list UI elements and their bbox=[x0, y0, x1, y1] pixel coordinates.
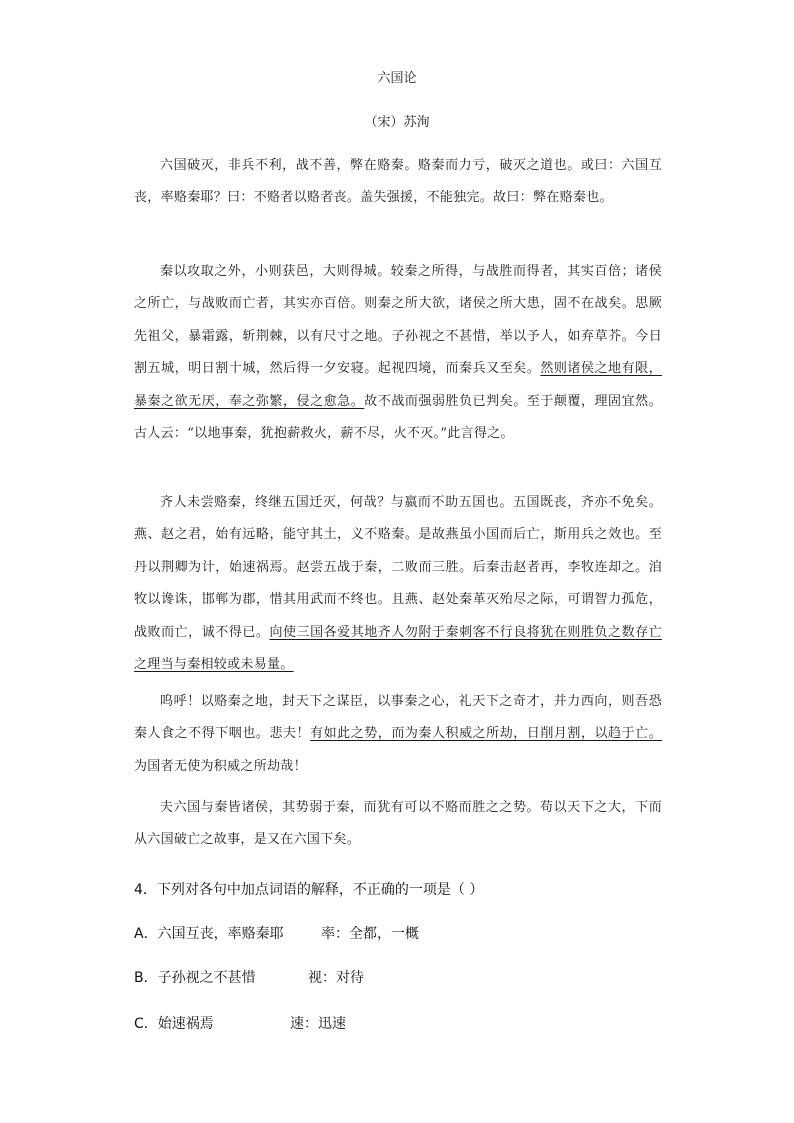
paragraph-segment: 夫六国与秦皆诸侯，其势弱于秦，而犹有可以不赂而胜之之势。苟以天下之大，下而从六国破亡之故事，是又在六国下矣。 bbox=[134, 800, 662, 848]
option-b bbox=[134, 967, 364, 987]
underlined-segment: 向使三国各爱其地齐人勿附于秦刺客不行良将犹在则胜负之数存亡之理当与秦相较或未易量。 bbox=[134, 624, 662, 673]
option-b-label: B．子孙视之不甚惜 bbox=[134, 970, 256, 986]
option-c bbox=[134, 1013, 346, 1033]
option-c-label: C．始速祸焉 bbox=[134, 1016, 214, 1032]
essay-author: （宋）苏洵 bbox=[364, 115, 430, 130]
underlined-segment: 然则诸侯之地有限，暴秦之欲无厌，奉之弥繁，侵之愈急。 bbox=[134, 361, 662, 409]
option-a-label: A．六国互丧，率赂秦耶 bbox=[134, 926, 284, 942]
paragraph-1 bbox=[134, 150, 662, 215]
paragraph-2 bbox=[134, 256, 662, 450]
underlined-segment: 有如此之势，而为秦人积威之所劫，日削月割，以趋于亡。 bbox=[310, 726, 662, 742]
paragraph-3 bbox=[134, 487, 662, 681]
paragraph-5 bbox=[134, 792, 662, 857]
paragraph-4 bbox=[134, 686, 662, 783]
option-c-note: 速：迅速 bbox=[290, 1016, 346, 1032]
paragraph-segment: 故不战而强弱胜负已判矣。至于颠覆，理固宜然。古人云：“以地事秦，犹抱薪救火，薪不尽，火不灭。”此言得之。 bbox=[134, 393, 662, 442]
paragraph-segment: 为国者无使为积威之所劫哉！ bbox=[134, 758, 307, 774]
essay-title: 六国论 bbox=[377, 71, 417, 86]
option-a bbox=[134, 923, 419, 943]
option-a-note: 率：全都，一概 bbox=[321, 926, 419, 942]
paragraph-segment: 六国破灭，非兵不利，战不善，弊在赂秦。赂秦而力亏，破灭之道也。或曰：六国互丧，率赂秦耶？曰：不赂者以赂者丧。盖失强援，不能独完。故曰：弊在赂秦也。 bbox=[134, 158, 662, 206]
question-stem: 4．下列对各句中加点词语的解释，不正确的一项是（ ） bbox=[134, 882, 484, 898]
paragraph-segment: 秦以攻取之外，小则获邑，大则得城。较秦之所得，与战胜而得者，其实百倍；诸侯之所亡，与战败而亡者，其实亦百倍。则秦之所大欲，诸侯之所大患，固不在战矣。思厥先祖父，暴霜露，斩荆棘，以有尺寸之地。子孙视之不甚惜，举以予人，如弃草芥。今日割五城，明日割十城，然后得一夕安寝。起视四境，而秦兵又至矣。 bbox=[134, 264, 662, 377]
paragraph-segment: 齐人未尝赂秦，终继五国迁灭，何哉？与嬴而不助五国也。五国既丧，齐亦不免矣。燕、赵之君，始有远略，能守其土，义不赂秦。是故燕虽小国而后亡，斯用兵之效也。至丹以荆卿为计，始速祸焉。赵尝五战于秦，二败而三胜。后秦击赵者再，李牧连却之。洎牧以谗诛，邯郸为郡，惜其用武而不终也。且燕、赵处秦革灭殆尽之际，可谓智力孤危，战败而亡，诚不得已。 bbox=[134, 495, 662, 640]
option-b-note: 视：对待 bbox=[308, 970, 364, 986]
paragraph-segment: 呜呼！以赂秦之地，封天下之谋臣，以事秦之心，礼天下之奇才，并力西向，则吾恐秦人食之不得下咽也。悲夫！ bbox=[134, 694, 662, 742]
